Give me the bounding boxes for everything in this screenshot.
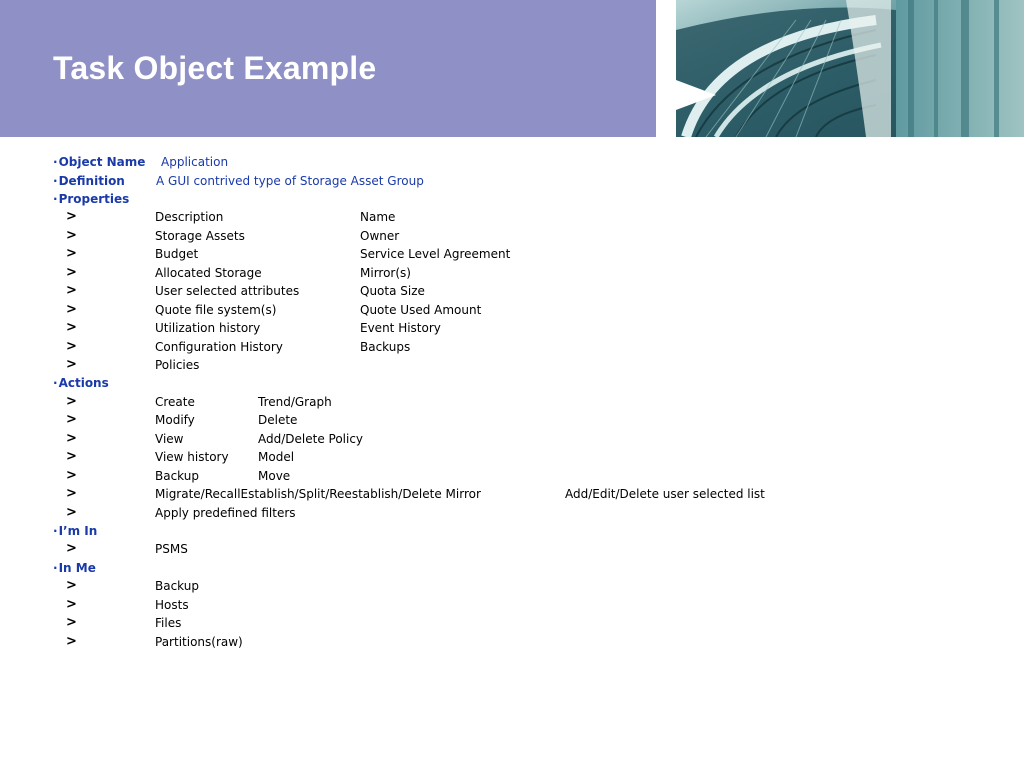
slide-content: ·Object Name Application ·Definition A GUI contrived type of Storage Asset Group ·Properties > Description Name > Storage Assets Owner > Budget Service Level Agreement > Allocated Storage Mirror(s) > User selected attributes Quota Size > Quote file system(s) Quote Used Amount > Utilization history Event History > Configuration History Backups > Policies ·Actions > Create Trend/Graph > Modify Delete > View Add/Delete Policy > View history Model > Backup Move > Migrate/RecallEstablish/Split/Reestablish/Delete Mirror Add/Edit/Delete user selected list > Apply predefined filters ·I’m In > PSMS ·In Me > Backup > Hosts > Files > Partitions(raw): [53, 155, 765, 649]
chevron-right-icon: >: [66, 541, 77, 556]
chevron-right-icon: >: [66, 265, 77, 280]
chevron-right-icon: >: [66, 449, 77, 464]
chevron-right-icon: >: [66, 431, 77, 446]
chevron-right-icon: >: [66, 357, 77, 372]
chevron-right-icon: >: [66, 412, 77, 427]
chevron-right-icon: >: [66, 228, 77, 243]
chevron-right-icon: >: [66, 615, 77, 630]
chevron-right-icon: >: [66, 320, 77, 335]
chevron-right-icon: >: [66, 394, 77, 409]
chevron-right-icon: >: [66, 246, 77, 261]
definition-label: ·Definition: [53, 174, 125, 188]
chevron-right-icon: >: [66, 339, 77, 354]
chevron-right-icon: >: [66, 468, 77, 483]
chevron-right-icon: >: [66, 302, 77, 317]
chevron-right-icon: >: [66, 209, 77, 224]
chevron-right-icon: >: [66, 283, 77, 298]
slide-title: Task Object Example: [53, 50, 377, 86]
object-name-label: ·Object Name: [53, 155, 146, 169]
chevron-right-icon: >: [66, 486, 77, 501]
object-name-value: Application: [161, 155, 229, 169]
definition-value: A GUI contrived type of Storage Asset Group: [156, 174, 424, 188]
chevron-right-icon: >: [66, 597, 77, 612]
chevron-right-icon: >: [66, 634, 77, 649]
chevron-right-icon: >: [66, 578, 77, 593]
chevron-right-icon: >: [66, 505, 77, 520]
